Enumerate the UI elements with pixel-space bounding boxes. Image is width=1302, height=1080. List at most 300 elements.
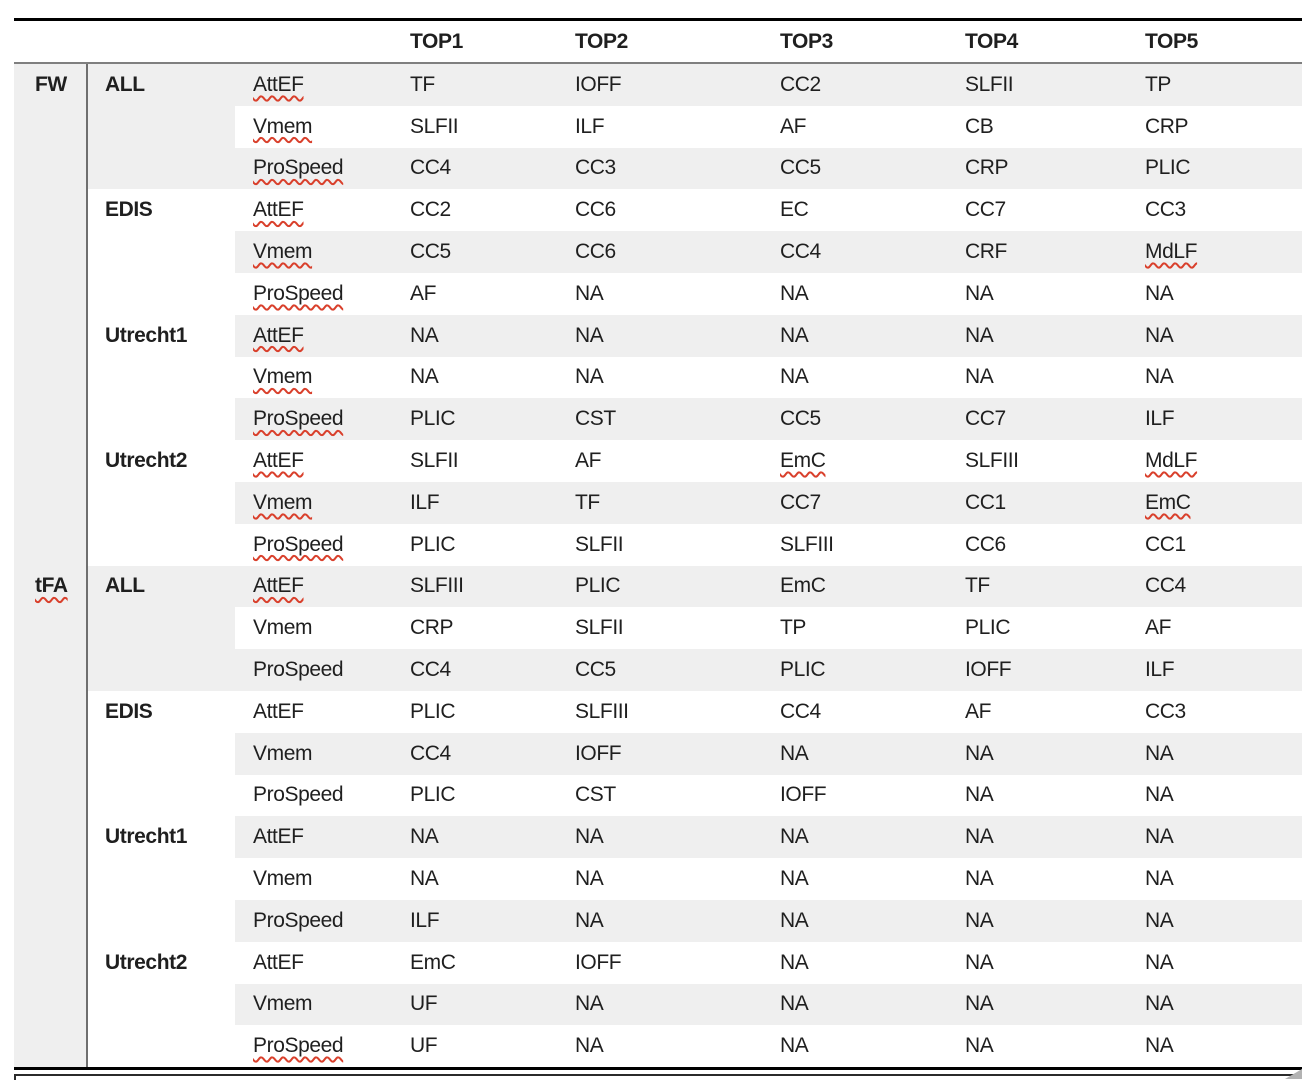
value-cell xyxy=(765,64,950,106)
section-cell xyxy=(14,858,88,900)
value-cell xyxy=(395,482,560,524)
value-cell xyxy=(560,607,765,649)
cell-text: CC5 xyxy=(780,407,821,431)
value-cell xyxy=(560,900,765,942)
cell-text: CC4 xyxy=(410,741,451,765)
measure-cell xyxy=(235,189,395,231)
cell-text: PLIC xyxy=(410,699,456,723)
cell-text: CC5 xyxy=(780,156,821,180)
cell-text: UF xyxy=(410,992,438,1016)
group-cell xyxy=(88,607,235,649)
section-cell xyxy=(14,398,88,440)
value-cell xyxy=(950,775,1130,817)
cell-text: CC2 xyxy=(780,72,821,96)
section-cell xyxy=(14,524,88,566)
value-cell xyxy=(560,482,765,524)
value-cell xyxy=(1130,273,1302,315)
value-cell xyxy=(560,440,765,482)
cell-text: EDIS xyxy=(105,699,153,723)
cell-text: IOFF xyxy=(780,783,827,807)
value-cell xyxy=(765,733,950,775)
cell-text: CST xyxy=(575,783,616,807)
value-cell xyxy=(765,775,950,817)
measure-cell xyxy=(235,942,395,984)
cell-text: CRF xyxy=(965,240,1007,264)
column-header-top1: TOP1 xyxy=(410,29,463,53)
cell-text: FW xyxy=(35,72,67,96)
table-header-row xyxy=(14,18,1302,64)
section-cell xyxy=(14,649,88,691)
value-cell xyxy=(560,106,765,148)
cell-text: Utrecht2 xyxy=(105,449,187,473)
group-cell xyxy=(88,1025,235,1067)
value-cell xyxy=(950,566,1130,608)
value-cell xyxy=(560,398,765,440)
cell-text: AttEF xyxy=(253,72,304,96)
value-cell xyxy=(1130,148,1302,190)
value-cell xyxy=(395,1025,560,1067)
cell-text: CC6 xyxy=(965,532,1006,556)
value-cell xyxy=(1130,524,1302,566)
cell-text: NA xyxy=(575,281,604,305)
cell-text: CB xyxy=(965,114,994,138)
measure-cell xyxy=(235,315,395,357)
measure-cell xyxy=(235,733,395,775)
cell-text: CC6 xyxy=(575,198,616,222)
cell-text: Vmem xyxy=(253,867,313,891)
value-cell xyxy=(765,315,950,357)
cell-text: Utrecht2 xyxy=(105,950,187,974)
cell-text: NA xyxy=(1145,1034,1174,1058)
group-cell xyxy=(88,148,235,190)
section-cell xyxy=(14,691,88,733)
cell-text: NA xyxy=(575,1034,604,1058)
measure-cell xyxy=(235,148,395,190)
column-header-top2: TOP2 xyxy=(575,29,628,53)
cell-text: NA xyxy=(780,867,809,891)
value-cell xyxy=(560,273,765,315)
cell-text: CC3 xyxy=(575,156,616,180)
cell-text: NA xyxy=(780,741,809,765)
value-cell xyxy=(560,566,765,608)
cell-text: NA xyxy=(780,950,809,974)
cell-text: EC xyxy=(780,198,809,222)
cell-text: ProSpeed xyxy=(253,1034,344,1058)
value-cell xyxy=(765,858,950,900)
value-cell xyxy=(395,64,560,106)
cell-text: TP xyxy=(1145,72,1172,96)
cell-text: CC5 xyxy=(575,658,616,682)
cell-text: CC6 xyxy=(575,240,616,264)
value-cell xyxy=(1130,189,1302,231)
value-cell xyxy=(395,440,560,482)
cell-text: CC4 xyxy=(780,699,821,723)
cell-text: NA xyxy=(780,908,809,932)
cell-text: NA xyxy=(780,323,809,347)
cell-text: EmC xyxy=(1145,490,1191,514)
cell-text: Vmem xyxy=(253,114,313,138)
value-cell xyxy=(1130,315,1302,357)
section-cell xyxy=(14,315,88,357)
measure-cell xyxy=(235,816,395,858)
measure-cell xyxy=(235,566,395,608)
cell-text: PLIC xyxy=(410,783,456,807)
group-cell xyxy=(88,482,235,524)
value-cell xyxy=(560,984,765,1026)
value-cell xyxy=(1130,566,1302,608)
section-cell xyxy=(14,942,88,984)
measure-cell xyxy=(235,106,395,148)
cell-text: SLFIII xyxy=(780,532,834,556)
group-cell xyxy=(88,649,235,691)
cell-text: NA xyxy=(410,323,439,347)
value-cell xyxy=(1130,816,1302,858)
value-cell xyxy=(395,858,560,900)
value-cell xyxy=(765,984,950,1026)
section-cell xyxy=(14,482,88,524)
measure-cell xyxy=(235,482,395,524)
value-cell xyxy=(950,231,1130,273)
value-cell xyxy=(950,398,1130,440)
measure-cell xyxy=(235,858,395,900)
value-cell xyxy=(950,357,1130,399)
value-cell xyxy=(950,315,1130,357)
value-cell xyxy=(765,189,950,231)
cell-text: Vmem xyxy=(253,240,313,264)
cell-text: NA xyxy=(1145,323,1174,347)
cell-text: MdLF xyxy=(1145,240,1198,264)
value-cell xyxy=(395,816,560,858)
value-cell xyxy=(395,775,560,817)
value-cell xyxy=(950,1025,1130,1067)
cell-text: IOFF xyxy=(965,658,1012,682)
value-cell xyxy=(395,189,560,231)
measure-cell xyxy=(235,691,395,733)
cell-text: Utrecht1 xyxy=(105,323,187,347)
measure-cell xyxy=(235,440,395,482)
cell-text: CRP xyxy=(410,616,454,640)
cell-text: AF xyxy=(965,699,992,723)
measure-cell xyxy=(235,607,395,649)
cell-text: NA xyxy=(780,365,809,389)
section-cell xyxy=(14,1025,88,1067)
value-cell xyxy=(950,984,1130,1026)
value-cell xyxy=(950,942,1130,984)
cell-text: NA xyxy=(965,281,994,305)
value-cell xyxy=(560,189,765,231)
cell-text: NA xyxy=(575,992,604,1016)
cell-text: EDIS xyxy=(105,198,153,222)
cell-text: Vmem xyxy=(253,365,313,389)
measure-cell xyxy=(235,1025,395,1067)
measure-cell xyxy=(235,900,395,942)
value-cell xyxy=(765,566,950,608)
value-cell xyxy=(950,440,1130,482)
group-cell xyxy=(88,357,235,399)
cell-text: NA xyxy=(1145,867,1174,891)
cell-text: SLFII xyxy=(410,114,459,138)
value-cell xyxy=(560,942,765,984)
cell-text: AttEF xyxy=(253,699,304,723)
next-box-top-border xyxy=(14,1074,1302,1076)
cell-text: CC7 xyxy=(965,198,1006,222)
cell-text: EmC xyxy=(410,950,456,974)
group-cell xyxy=(88,524,235,566)
cell-text: NA xyxy=(965,323,994,347)
cell-text: CC7 xyxy=(780,490,821,514)
cell-text: PLIC xyxy=(410,532,456,556)
column-header-top5: TOP5 xyxy=(1145,29,1198,53)
value-cell xyxy=(765,398,950,440)
cell-text: Utrecht1 xyxy=(105,825,187,849)
cell-text: CC1 xyxy=(1145,532,1186,556)
value-cell xyxy=(950,482,1130,524)
value-cell xyxy=(560,858,765,900)
value-cell xyxy=(560,691,765,733)
measure-cell xyxy=(235,357,395,399)
cell-text: NA xyxy=(1145,783,1174,807)
cell-text: NA xyxy=(1145,825,1174,849)
cell-text: CC3 xyxy=(1145,699,1186,723)
value-cell xyxy=(395,106,560,148)
group-cell xyxy=(88,189,235,231)
cell-text: ProSpeed xyxy=(253,281,344,305)
cell-text: NA xyxy=(575,867,604,891)
cell-text: PLIC xyxy=(965,616,1011,640)
value-cell xyxy=(560,524,765,566)
value-cell xyxy=(395,357,560,399)
cell-text: Vmem xyxy=(253,490,313,514)
value-cell xyxy=(560,1025,765,1067)
cell-text: NA xyxy=(410,365,439,389)
section-cell xyxy=(14,231,88,273)
cell-text: PLIC xyxy=(780,658,826,682)
group-cell xyxy=(88,231,235,273)
value-cell xyxy=(765,357,950,399)
cell-text: Vmem xyxy=(253,992,313,1016)
value-cell xyxy=(950,816,1130,858)
group-cell xyxy=(88,64,235,106)
value-cell xyxy=(560,315,765,357)
group-cell xyxy=(88,691,235,733)
measure-cell xyxy=(235,398,395,440)
cell-text: NA xyxy=(1145,950,1174,974)
value-cell xyxy=(1130,398,1302,440)
cell-text: AttEF xyxy=(253,950,304,974)
value-cell xyxy=(1130,106,1302,148)
value-cell xyxy=(950,273,1130,315)
cell-text: AF xyxy=(1145,616,1172,640)
value-cell xyxy=(765,524,950,566)
cell-text: ILF xyxy=(410,908,440,932)
value-cell xyxy=(765,440,950,482)
cell-text: CC4 xyxy=(780,240,821,264)
value-cell xyxy=(950,858,1130,900)
group-cell xyxy=(88,942,235,984)
header-spacer-section xyxy=(14,21,88,62)
column-header-top4: TOP4 xyxy=(965,29,1018,53)
cell-text: CC5 xyxy=(410,240,451,264)
cell-text: NA xyxy=(575,908,604,932)
results-table xyxy=(14,18,1302,1070)
cell-text: NA xyxy=(1145,908,1174,932)
value-cell xyxy=(1130,649,1302,691)
cell-text: NA xyxy=(410,825,439,849)
value-cell xyxy=(1130,440,1302,482)
group-cell xyxy=(88,315,235,357)
measure-cell xyxy=(235,775,395,817)
cell-text: SLFIII xyxy=(575,699,629,723)
cell-text: NA xyxy=(575,365,604,389)
value-cell xyxy=(765,231,950,273)
cell-text: NA xyxy=(965,365,994,389)
cell-text: TF xyxy=(410,72,435,96)
value-cell xyxy=(1130,984,1302,1026)
cell-text: ProSpeed xyxy=(253,532,344,556)
group-cell xyxy=(88,398,235,440)
value-cell xyxy=(1130,775,1302,817)
cell-text: IOFF xyxy=(575,950,622,974)
group-cell xyxy=(88,733,235,775)
value-cell xyxy=(950,189,1130,231)
cell-text: ILF xyxy=(410,490,440,514)
column-header-top3: TOP3 xyxy=(780,29,833,53)
value-cell xyxy=(765,900,950,942)
cell-text: CRP xyxy=(1145,114,1189,138)
cell-text: NA xyxy=(1145,365,1174,389)
value-cell xyxy=(395,566,560,608)
cell-text: NA xyxy=(780,1034,809,1058)
cell-text: NA xyxy=(965,741,994,765)
section-cell xyxy=(14,984,88,1026)
value-cell xyxy=(765,482,950,524)
value-cell xyxy=(395,984,560,1026)
value-cell xyxy=(1130,64,1302,106)
cell-text: EmC xyxy=(780,449,826,473)
cell-text: ProSpeed xyxy=(253,908,344,932)
group-cell xyxy=(88,984,235,1026)
value-cell xyxy=(560,775,765,817)
cell-text: NA xyxy=(575,323,604,347)
cell-text: NA xyxy=(575,825,604,849)
value-cell xyxy=(1130,357,1302,399)
table-body xyxy=(14,64,1302,1070)
value-cell xyxy=(765,649,950,691)
value-cell xyxy=(765,691,950,733)
value-cell xyxy=(560,64,765,106)
value-cell xyxy=(560,649,765,691)
section-cell xyxy=(14,900,88,942)
value-cell xyxy=(1130,1025,1302,1067)
cell-text: CC4 xyxy=(410,156,451,180)
value-cell xyxy=(950,64,1130,106)
cell-text: PLIC xyxy=(410,407,456,431)
cell-text: CC3 xyxy=(1145,198,1186,222)
value-cell xyxy=(395,942,560,984)
cell-text: TF xyxy=(575,490,600,514)
next-box-left-border xyxy=(14,1074,16,1080)
cell-text: ILF xyxy=(1145,407,1175,431)
value-cell xyxy=(1130,900,1302,942)
cell-text: ProSpeed xyxy=(253,783,344,807)
group-cell xyxy=(88,858,235,900)
value-cell xyxy=(950,900,1130,942)
cell-text: IOFF xyxy=(575,741,622,765)
measure-cell xyxy=(235,649,395,691)
cell-text: NA xyxy=(965,867,994,891)
cell-text: NA xyxy=(965,992,994,1016)
cell-text: SLFII xyxy=(410,449,459,473)
value-cell xyxy=(395,649,560,691)
header-spacer-measure xyxy=(235,21,395,62)
value-cell xyxy=(1130,482,1302,524)
value-cell xyxy=(395,607,560,649)
cell-text: NA xyxy=(965,825,994,849)
value-cell xyxy=(395,398,560,440)
value-cell xyxy=(1130,733,1302,775)
value-cell xyxy=(395,733,560,775)
cell-text: ALL xyxy=(105,574,145,598)
value-cell xyxy=(395,691,560,733)
value-cell xyxy=(395,148,560,190)
group-cell xyxy=(88,900,235,942)
value-cell xyxy=(765,942,950,984)
cell-text: NA xyxy=(410,867,439,891)
cell-text: NA xyxy=(1145,741,1174,765)
value-cell xyxy=(1130,231,1302,273)
cell-text: CC1 xyxy=(965,490,1006,514)
value-cell xyxy=(950,148,1130,190)
cell-text: AttEF xyxy=(253,449,304,473)
value-cell xyxy=(1130,942,1302,984)
cell-text: SLFII xyxy=(575,532,624,556)
value-cell xyxy=(765,106,950,148)
value-cell xyxy=(1130,691,1302,733)
group-cell xyxy=(88,106,235,148)
cell-text: NA xyxy=(780,825,809,849)
cell-text: NA xyxy=(965,1034,994,1058)
value-cell xyxy=(560,231,765,273)
section-cell xyxy=(14,357,88,399)
cell-text: PLIC xyxy=(575,574,621,598)
value-cell xyxy=(765,1025,950,1067)
cell-text: TF xyxy=(965,574,990,598)
group-cell xyxy=(88,816,235,858)
cell-text: CC7 xyxy=(965,407,1006,431)
cell-text: SLFIII xyxy=(410,574,464,598)
cell-text: ALL xyxy=(105,72,145,96)
measure-cell xyxy=(235,64,395,106)
group-cell xyxy=(88,440,235,482)
cell-text: NA xyxy=(965,908,994,932)
cell-text: CST xyxy=(575,407,616,431)
cell-text: CC4 xyxy=(1145,574,1186,598)
measure-cell xyxy=(235,524,395,566)
value-cell xyxy=(950,691,1130,733)
cell-text: ILF xyxy=(1145,658,1175,682)
cell-text: AF xyxy=(575,449,602,473)
section-cell xyxy=(14,566,88,608)
cell-text: ProSpeed xyxy=(253,658,344,682)
section-cell xyxy=(14,775,88,817)
cell-text: NA xyxy=(780,281,809,305)
cell-text: NA xyxy=(1145,281,1174,305)
value-cell xyxy=(950,733,1130,775)
group-cell xyxy=(88,566,235,608)
value-cell xyxy=(395,315,560,357)
cell-text: AttEF xyxy=(253,825,304,849)
value-cell xyxy=(950,607,1130,649)
